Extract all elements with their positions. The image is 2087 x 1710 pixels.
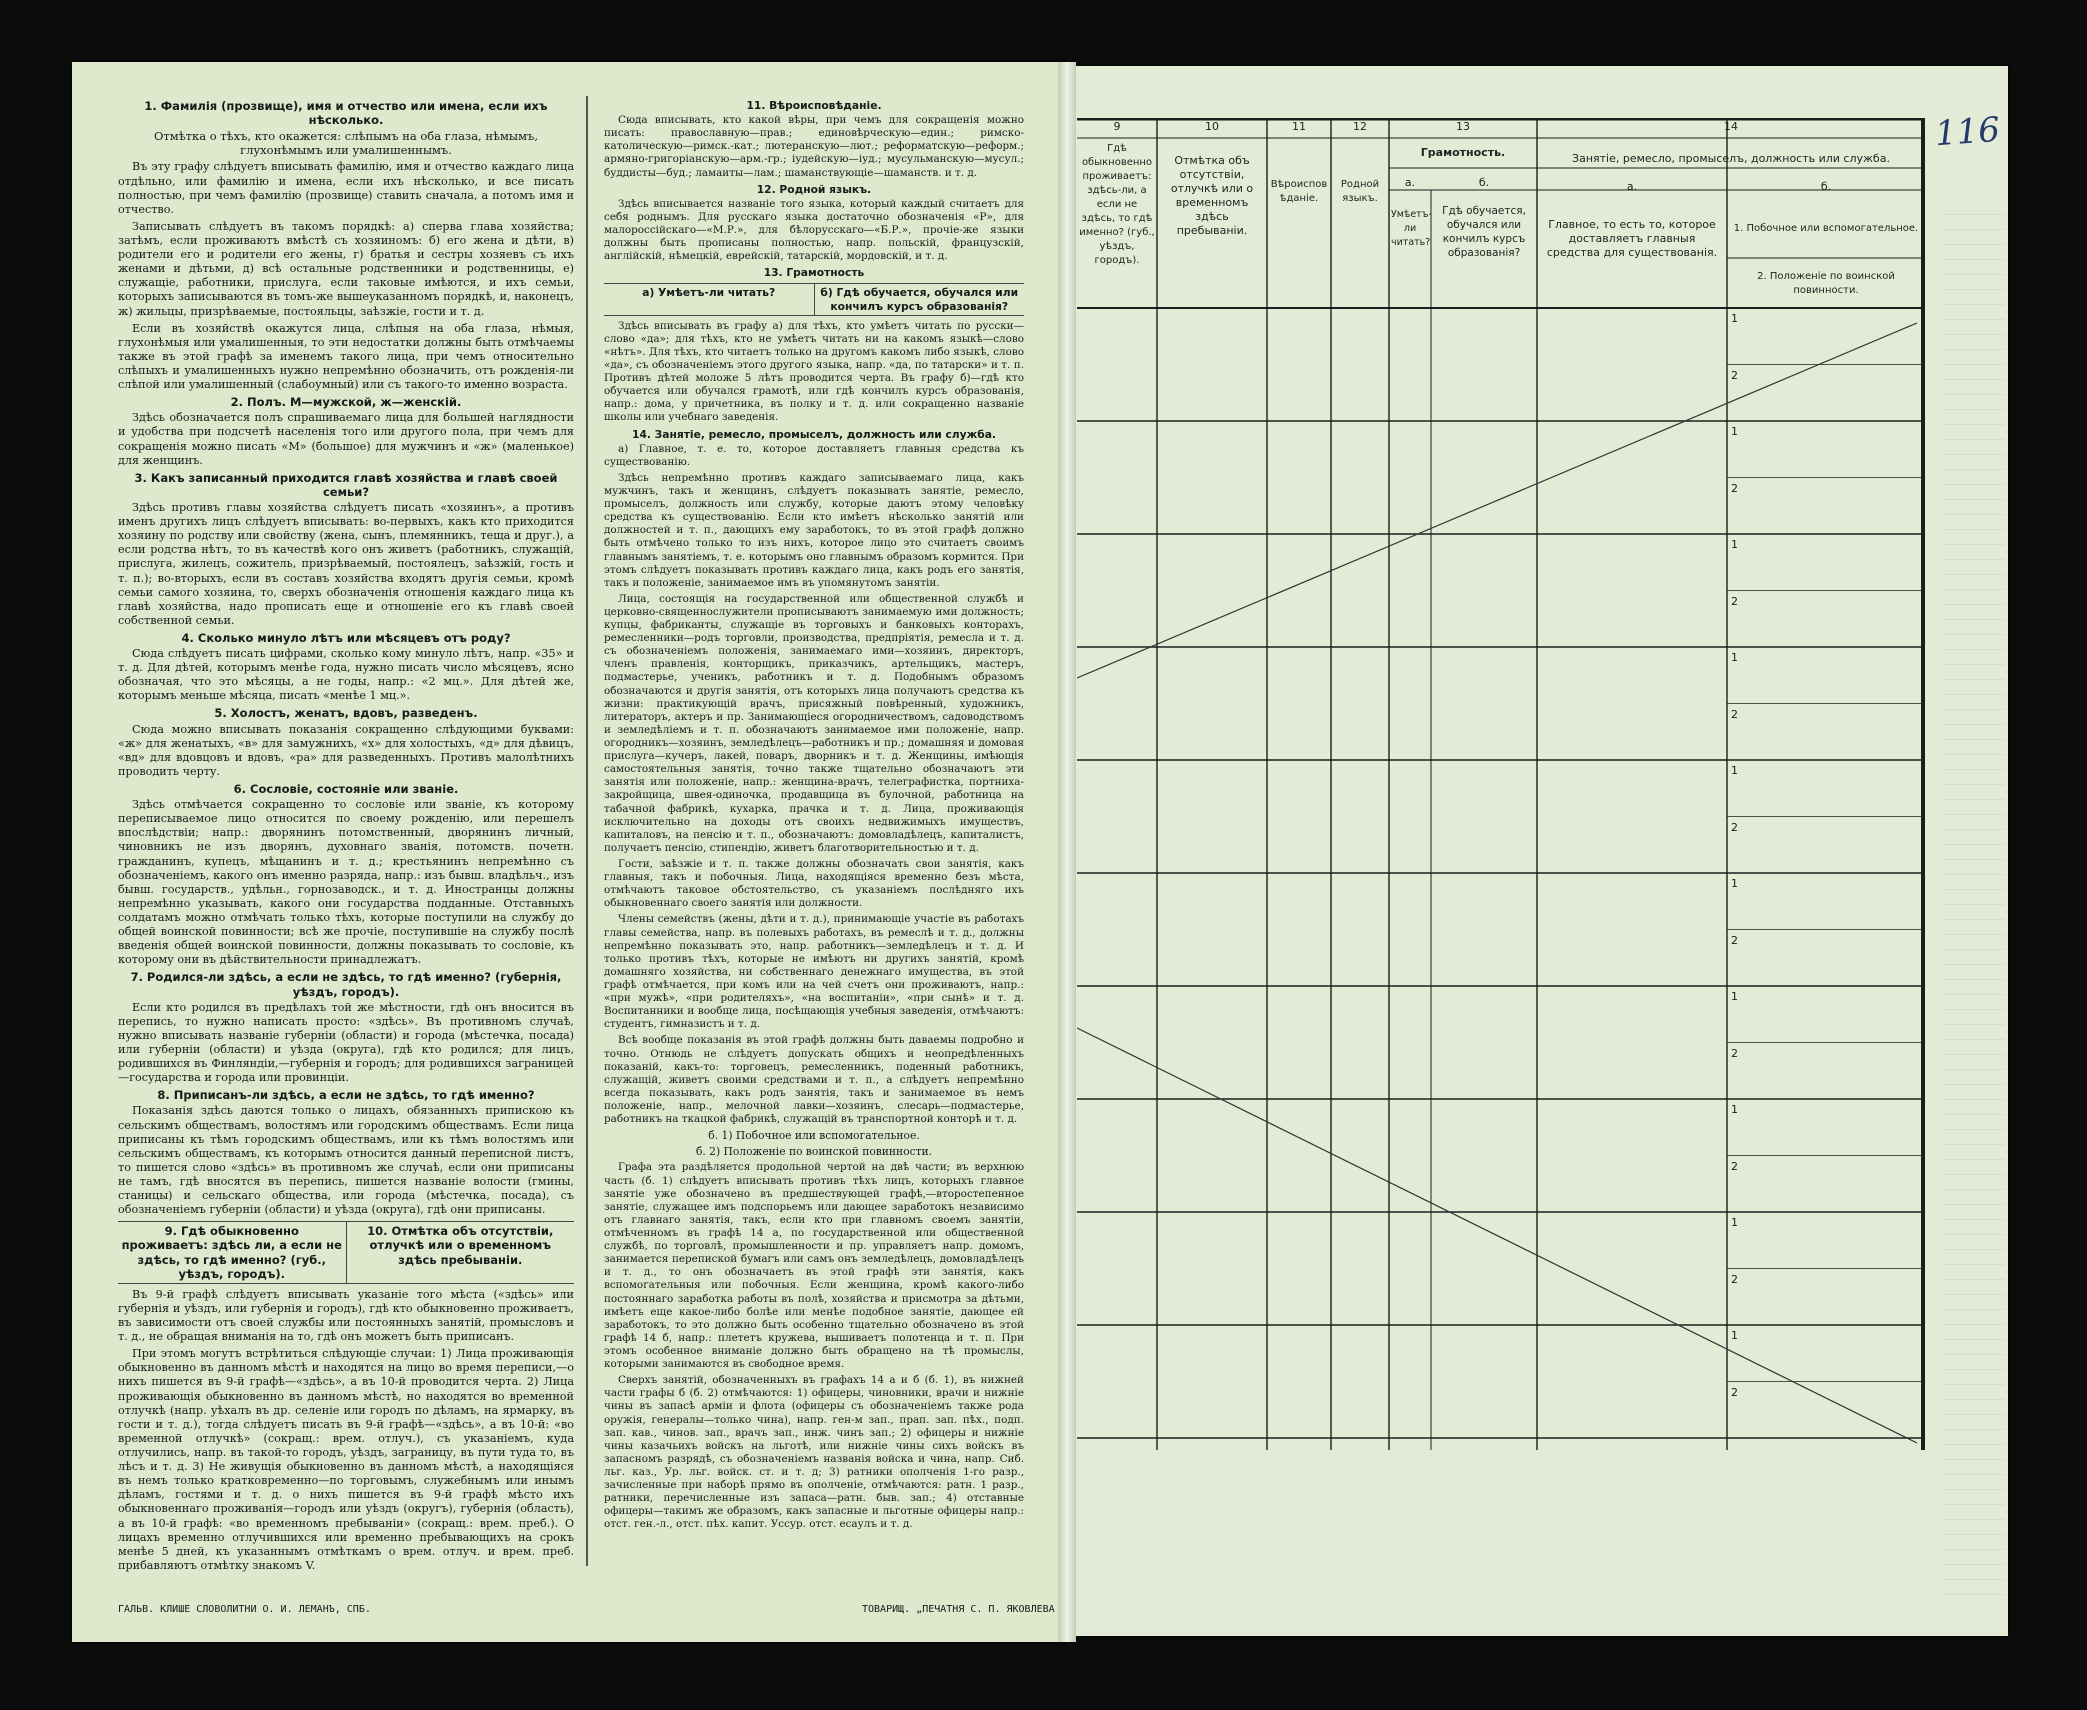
- paragraph: Сюда вписывать, кто какой вѣры, при чемъ для сокращенія можно писать: православную—прав.; единовѣрческую—един.; римско-католическую—римск.-кат.; лютеранскую—лют.; реформатскую—реформ.; армяно-григоріанскую—арм.-гр.; іудейскую—іуд.; мусульманскую—мусул.; буддисты—буд.; ламаиты—лам.; шаманствующіе—шаманств. и т. д.: [604, 114, 1024, 179]
- paragraph: Записывать слѣдуетъ въ такомъ порядкѣ: а) сперва глава хозяйства; затѣмъ, если проживаютъ вмѣстѣ съ хозяиномъ: б) его жена и дѣти, в) родители его и родители его жены, г) братья и сестры хозяевъ съ ихъ женами и дѣтьми, д) всѣ остальные родственники и родственницы, е) служащіе, работники, прислуга, если таковые имѣются, и ихъ семьи, которыхъ записываются въ томъ-же вышеуказанномъ порядкѣ, и, наконецъ, ж) жильцы, призрѣваемые, постояльцы, заѣзжіе, гости и т. д.: [118, 219, 574, 318]
- paragraph: Всѣ вообще показанія въ этой графѣ должны быть даваемы подробно и точно. Отнюдь не слѣдуетъ допускать общихъ и неопредѣленныхъ показаній, какъ-то: торговецъ, ремесленникъ, поденный работникъ, служащій, живетъ своими средствами и т. п., а слѣдуетъ непремѣнно всегда показывать, какъ родъ занятія, такъ и занимаемое въ немъ положеніе, напр., мелочной лавки—хозяинъ, слесарь—подмастерье, работникъ на ткацкой фабрикѣ, служащій въ транспортной конторѣ и т. д.: [604, 1034, 1024, 1126]
- census-table: [1077, 118, 1925, 1498]
- row-mark-1: 1: [1731, 990, 1738, 1003]
- section-heading-pair: [604, 283, 1024, 315]
- header-military-status: 2. Положеніе по воинской повинности.: [1757, 271, 1895, 296]
- printer-footer-right: ТОВАРИЩ. „ПЕЧАТНЯ С. П. ЯКОВЛЕВА: [862, 1604, 1055, 1615]
- row-mark-2: 2: [1731, 820, 1738, 834]
- col-number-11: 11: [1292, 120, 1306, 133]
- paragraph: Члены семействъ (жены, дѣти и т. д.), принимающіе участіе въ работахъ главы семейства, напр. въ полевыхъ работахъ, въ ремеслѣ и т. д., должны непремѣнно показывать это, напр. работникъ—земледѣлецъ и т. д. И только противъ тѣхъ, которые не имѣютъ ни другихъ занятій, кромѣ домашняго хозяйства, ни собственнаго денежнаго имущества, въ этой графѣ отмѣчается, при комъ или на чей счетъ они проживаютъ, напр.: «при мужѣ», «при родителяхъ», «на воспитаніи», «при сынѣ» и т. д. Воспитанники и вообще лица, посѣщающія учебныя заведенія, отмѣчаютъ: студентъ, гимназистъ и т. д.: [604, 913, 1024, 1031]
- section-heading: 4. Сколько минуло лѣтъ или мѣсяцевъ отъ роду?: [181, 630, 511, 645]
- header-education: Гдѣ обучается, обучался или кончилъ курсъ образованія?: [1442, 205, 1526, 259]
- header-religion: Вѣроисповѣданіе.: [1270, 179, 1328, 204]
- row-mark-2: 2: [1731, 594, 1738, 608]
- section-heading: 2. Полъ. М—мужской, ж—женскій.: [230, 395, 462, 410]
- row-mark-1: 1: [1731, 877, 1738, 890]
- section-heading: 1. Фамилія (прозвище), имя и отчество или имена, если ихъ нѣсколько.: [144, 99, 548, 128]
- row-mark-2: 2: [1731, 368, 1738, 382]
- paragraph: Если въ хозяйствѣ окажутся лица, слѣпыя на оба глаза, нѣмыя, глухонѣмыя или умалишенныя, то эти недостатки должны быть отмѣчаемы также въ этой графѣ за именемъ такого лица, при чемъ относительно слѣпыхъ и умалишенныхъ нужно непремѣнно обозначить, отъ рожденія-ли слѣпой или умалишенный (слабоумный) или съ такого-то именно возраста.: [118, 321, 574, 392]
- section-heading: 11. Вѣроисповѣданіе.: [746, 99, 882, 112]
- header-occupation-b-letter: б.: [1820, 180, 1832, 193]
- paragraph: Здѣсь вписывать въ графу а) для тѣхъ, кто умѣетъ читать по русски—слово «да»; для тѣхъ, кто не умѣетъ читать ни на какомъ языкѣ—слово «нѣтъ». Для тѣхъ, кто читаетъ только на другомъ какомъ либо языкѣ, слово «да», съ обозначеніемъ этого другого языка, напр. «да, по татарски» и т. п. Противъ дѣтей моложе 5 лѣтъ проводится черта. Въ графу б)—гдѣ кто обучается или обучался грамотѣ, или гдѣ кончилъ курсъ образованія, напр.: дома, у причетника, въ полку и т. д. или сокращенно названіе школы или учебнаго заведенія.: [604, 319, 1024, 424]
- col-number-9: 9: [1113, 120, 1121, 133]
- page-spine: [1058, 62, 1076, 1642]
- section-heading: 8. Приписанъ-ли здѣсь, а если не здѣсь, то гдѣ именно?: [157, 1088, 535, 1103]
- section-heading: 14. Занятіе, ремесло, промыселъ, должность или служба.: [632, 427, 996, 441]
- handwritten-page-number: 116: [1933, 109, 2002, 155]
- paragraph: Гости, заѣзжіе и т. п. также должны обозначать свои занятія, какъ главныя, такъ и побочныя. Лица, находящіяся временно безъ мѣста, отмѣчаютъ таковое обстоятельство, съ указаніемъ послѣдняго ихъ обыкновеннаго своего занятія или должности.: [604, 858, 1024, 910]
- header-main-occupation: Главное, то есть то, которое доставляетъ главныя средства для существованія.: [1546, 218, 1718, 259]
- row-mark-1: 1: [1731, 764, 1738, 777]
- paragraph: Графа эта раздѣляется продольной чертой на двѣ части; въ верхнюю часть (б. 1) слѣдуетъ вписывать противъ тѣхъ лицъ, которыхъ главное занятіе уже обозначено въ предшествующей графѣ,—второстепенное занятіе, служащее имъ подспорьемъ или дающее заработокъ независимо отъ главнаго занятія, такъ, если кто при главномъ своемъ занятіи, отмѣченномъ въ графѣ 14 а, по государственной или общественной службѣ, по торговлѣ, промышленности и пр. управляетъ напр. домомъ, занимается перепиской бумагъ или самъ онъ земледѣлецъ, домовладѣлецъ и т. д., то онъ обозначаетъ въ этой графѣ эти занятія, какъ вспомогательныя или побочныя. Если женщина, кромѣ какого-либо постояннаго заработка работы въ полѣ, хозяйства и присмотра за дѣтьми, имѣетъ еще какое-либо болѣе или менѣе подобное занятіе, дающее ей заработокъ, то это должно быть особенно тщательно обозначено въ этой графѣ 14 б, напр.: плететъ кружева, вышиваетъ полотенца и т. п. При этомъ особенное вниманіе должно быть обращено на тѣ промыслы, которыми занимаются въ свободное время.: [604, 1161, 1024, 1371]
- cancellation-stroke: [1077, 323, 1917, 678]
- instructions-column-2: [604, 96, 1024, 1534]
- section-heading: а) Умѣетъ-ли читать?: [604, 284, 815, 314]
- section-heading: 12. Родной языкъ.: [756, 182, 872, 196]
- header-secondary-occupation: 1. Побочное или вспомогательное.: [1733, 223, 1919, 234]
- row-mark-1: 1: [1731, 651, 1738, 664]
- col-number-10: 10: [1205, 120, 1219, 133]
- paragraph: Лица, состоящія на государственной или общественной службѣ и церковно-священнослужители прописываютъ занимаемую ими должность; купцы, фабриканты, служащіе въ торговыхъ и банковыхъ конторахъ, ремесленники—родъ торговли, производства, предпріятія, ремесла и т. д. съ обозначеніемъ положенія, занимаемаго ими—хозяинъ, директоръ, членъ правленія, конторщикъ, приказчикъ, артельщикъ, мастеръ, подмастерье, ученикъ, работникъ и т. д. Подобнымъ образомъ обозначаются и другія занятія, отъ которыхъ лица получаютъ средства къ жизни: практикующій врачъ, присяжный повѣренный, художникъ, литераторъ, актеръ и пр. Занимающіеся огородничествомъ, садоводствомъ и земледѣліемъ и т. п. обозначаютъ занимаемое ими положеніе, напр. огородникъ—хозяинъ, земледѣлецъ—работникъ и пр.; домашняя и домовая прислуга—кучеръ, лакей, поваръ, дворникъ и т. д. Женщины, имѣющія самостоятельныя занятія, точно также тщательно обозначаютъ эти занятія или положеніе, напр.: женщина-врачъ, телеграфистка, портниха-закройщица, швея-одиночка, продавщица въ булочной, работница на табачной фабрикѣ, кухарка, прачка и т. д. Лица, проживающія исключительно на доходы отъ своихъ недвижимыхъ имуществъ, капиталовъ, на пенсію и т. п., обозначаютъ: домовладѣлецъ, капиталистъ, получаетъ пенсію, стипендію, живетъ благотворительностью и т. д.: [604, 592, 1024, 854]
- instructions-column-1: [118, 96, 574, 1576]
- col-number-14: 14: [1724, 120, 1738, 133]
- header-literacy-b-letter: б.: [1478, 176, 1490, 189]
- paragraph: Здѣсь обозначается полъ спрашиваемаго лица для большей наглядности и удобства при подсчетѣ населенія того или другого пола, при чемъ для сокращенія можно писать «М» (большое) для мужчинъ и «ж» (маленькое) для женщинъ.: [118, 411, 574, 467]
- section-heading: 7. Родился-ли здѣсь, а если не здѣсь, то гдѣ именно? (губернія, уѣздъ, городъ).: [130, 970, 562, 999]
- row-mark-2: 2: [1731, 707, 1738, 721]
- paragraph: Въ эту графу слѣдуетъ вписывать фамилію, имя и отчество каждаго лица отдѣльно, или фамилію и имена, если ихъ нѣсколько, и все писать полностью, при чемъ фамилію (прозвище) ставить сначала, а потомъ имя и отчество.: [118, 160, 574, 216]
- row-mark-1: 1: [1731, 312, 1738, 325]
- paragraph: Сюда слѣдуетъ писать цифрами, сколько кому минуло лѣтъ, напр. «35» и т. д. Для дѣтей, которымъ менѣе года, нужно писать число мѣсяцевъ, ясно обозначая, что это мѣсяцы, а не годы, напр.: «2 мц.». Для дѣтей же, которымъ меньше мѣсяца, писать «менѣе 1 мц.».: [118, 647, 574, 703]
- column-divider: [586, 96, 588, 1566]
- paragraph: Здѣсь отмѣчается сокращенно то сословіе или званіе, къ которому переписываемое лицо относится по своему рожденію, или перешелъ впослѣдствіи; напр.: дворянинъ потомственный, дворянинъ личный, чиновникъ не изъ дворянъ, духовнаго званія, потомств. почетн. гражданинъ, купецъ, мѣщанинъ и т. д.; крестьянинъ непремѣнно съ обозначеніемъ, какого онъ именно разряда, напр.: изъ бывш. владѣльч., изъ бывш. государств., удѣльн., горнозаводск., и т. д. Иностранцы должны непремѣнно указывать, какого они государства подданные. Отставныхъ солдатамъ можно отмѣчать только тѣхъ, которые поступили на службу до общей воинской повинности; всѣ же прочіе, поступившіе на службу послѣ введенія общей воинской повинности, должны показывать то сословіе, къ которому они въ дѣйствительности принадлежатъ.: [118, 798, 574, 967]
- right-margin-bleedthrough: [1944, 200, 2004, 1600]
- header-literacy: Грамотность.: [1420, 146, 1506, 159]
- section-heading-pair: [118, 1221, 574, 1283]
- section-heading: 5. Холостъ, женатъ, вдовъ, разведенъ.: [214, 706, 478, 721]
- row-mark-2: 2: [1731, 1046, 1738, 1060]
- paragraph: Сверхъ занятій, обозначенныхъ въ графахъ 14 а и б (б. 1), въ нижней части графы б (б. 2) отмѣчаются: 1) офицеры, чиновники, врачи и нижніе чины въ запасѣ арміи и флота (офицеры съ обозначеніемъ также рода оружія, генералы—только чина), напр. ген-м зап., прап. зап. пѣх., подп. зап. кав., чинов. зап., врачъ зап., инж. чинъ зап.; 2) офицеры и нижніе чины казачьихъ войскъ на льготѣ, или нижніе чины сихъ войскъ въ запасномъ разрядѣ, съ обозначеніемъ названія войска и чина, напр. Сиб. льг. каз., Ур. льг. войск. ст. и т. д; 3) ратники ополченія 1-го разр., зачисленные при наборѣ прямо въ ополченіе, отмѣчаются: ратн. 1 разр., ратники, перечисленные изъ запаса—ратн. быв. зап.; 4) отставные офицеры—такимъ же образомъ, какъ запасные и льготные офицеры напр.: отст. ген.-л., отст. пѣх. капит. Уссур. отст. есаулъ и т. д.: [604, 1374, 1024, 1531]
- section-note: б. 1) Побочное или вспомогательное.: [708, 1129, 920, 1143]
- row-mark-1: 1: [1731, 425, 1738, 438]
- paragraph: Если кто родился въ предѣлахъ той же мѣстности, гдѣ онъ вносится въ перепись, то нужно написать просто: «здѣсь». Въ противномъ случаѣ, нужно вписывать названіе губерніи (области) и города (мѣстечка, посада) или губерніи (области) и уѣзда (округа), гдѣ кто родился; для лицъ, родившихся въ Финляндіи,—губернія и городъ; для родившихся заграницей—государства и города или провинціи.: [118, 1000, 574, 1085]
- section-note: б. 2) Положеніе по воинской повинности.: [695, 1145, 933, 1159]
- cancellation-stroke: [1077, 1028, 1917, 1443]
- row-mark-1: 1: [1731, 1103, 1738, 1116]
- section-heading: 9. Гдѣ обыкновенно проживаетъ: здѣсь ли, а если не здѣсь, то гдѣ именно? (губ., уѣздъ, городъ).: [118, 1222, 347, 1282]
- header-native-language: Родной языкъ.: [1340, 179, 1380, 204]
- row-mark-1: 1: [1731, 538, 1738, 551]
- row-mark-2: 2: [1731, 1272, 1738, 1286]
- paragraph: Здѣсь непремѣнно противъ каждаго записываемаго лица, какъ мужчинъ, такъ и женщинъ, слѣдуетъ показывать занятіе, ремесло, промыселъ, должность или службу, которые даютъ этому человѣку средства къ существованію. Если кто имѣетъ нѣсколько занятій или должностей и т. п., дающихъ ему заработокъ, то въ этой графѣ должно быть отмѣчено только то изъ нихъ, которое лицо это считаетъ своимъ главнымъ занятіемъ, т. е. которымъ оно главнымъ образомъ кормится. При этомъ слѣдуетъ показывать противъ каждаго лица, какъ родъ его занятія, такъ и положеніе, занимаемое имъ въ упомянутомъ занятіи.: [604, 471, 1024, 589]
- header-absence: Отмѣтка объ отсутствіи, отлучкѣ или о временномъ здѣсь пребываніи.: [1170, 154, 1254, 237]
- row-mark-1: 1: [1731, 1216, 1738, 1229]
- row-mark-2: 2: [1731, 1385, 1738, 1399]
- section-heading: 3. Какъ записанный приходится главѣ хозяйства и главѣ своей семьи?: [134, 470, 558, 499]
- paragraph: Здѣсь вписывается названіе того языка, который каждый считаетъ для себя роднымъ. Для русскаго языка достаточно обозначенія «Р», для малороссійскаго—«М.Р.», для бѣлорусскаго—«Б.Р.», прочіе-же языки должны быть прописаны полностью, напр. польскій, французскій, англійскій, нѣмецкій, еврейскій, татарскій, мордовскій, и т. д.: [604, 197, 1024, 263]
- header-residence: Гдѣ обыкновенно проживаетъ: здѣсь-ли, а если не здѣсь, то гдѣ именно? (губ., уѣздъ, городъ).: [1079, 143, 1155, 266]
- row-mark-1: 1: [1731, 1329, 1738, 1342]
- header-occupation: Занятіе, ремесло, промыселъ, должность или служба.: [1572, 152, 1890, 165]
- census-table-grid: [1077, 118, 1925, 1498]
- paragraph: Въ 9-й графѣ слѣдуетъ вписывать указаніе того мѣста («здѣсь» или губернія и уѣздъ, или губернія и городъ), гдѣ кто обыкновенно проживаетъ, въ зависимости отъ своей службы или постоянныхъ занятій, промысловъ и т. д., не обращая вниманія на то, гдѣ онъ можетъ быть приписанъ.: [118, 1287, 574, 1344]
- section-heading: б) Гдѣ обучается, обучался или кончилъ курсъ образованія?: [820, 286, 1019, 313]
- section-heading: 13. Грамотность: [763, 266, 865, 280]
- paragraph: При этомъ могутъ встрѣтиться слѣдующіе случаи: 1) Лица проживающія обыкновенно въ данномъ мѣстѣ и находятся на лицо во время переписи,—о нихъ пишется въ 9-й графѣ—«здѣсь», а въ 10-й проводится черта. 2) Лица проживающія обыкновенно въ данномъ мѣстѣ, но находятся во временной отлучкѣ (напр. уѣхалъ въ др. селеніе или городъ по дѣламъ, на ярмарку, въ гости и т. д.), тогда слѣдуетъ писать въ 9-й графѣ—«здѣсь», а въ 10-й: «во временной отлучкѣ» (сокращ.: врем. отлуч.), съ указаніемъ, куда отлучились, напр. въ такой-то городъ, уѣздъ, заграницу, въ пути туда то, въ лѣсъ и т. д. 3) Не живущія обыкновенно въ данномъ мѣстѣ, а находящіяся въ немъ только кратковременно—по торговымъ, служебнымъ или инымъ дѣламъ, гостями и т. д. о нихъ пишется въ 9-й графѣ мѣсто ихъ обыкновеннаго проживанія—городъ или уѣздъ (округъ), губернія (область), а въ 10-й графѣ: «во временномъ пребываніи» (сокращ.: врем. преб.). О лицахъ временно отлучившихся или временно пребывающихъ на срокъ менѣе 5 дней, къ указаннымъ отмѣткамъ о врем. отлуч. и врем. преб. прибавляютъ отмѣтку знакомъ V.: [118, 1347, 574, 1572]
- header-literacy-a-letter: а.: [1404, 176, 1416, 189]
- col-number-12: 12: [1353, 120, 1367, 133]
- paragraph: Показанія здѣсь даются только о лицахъ, обязанныхъ припискою къ сельскимъ обществамъ, волостямъ или городскимъ обществамъ. Если лица приписаны къ тѣмъ городскимъ обществамъ, или къ тѣмъ волостямъ или сельскимъ обществамъ, къ которымъ относится данный переписной листъ, то пишется слово «здѣсь» въ противномъ же случаѣ, если они приписаны не тамъ, гдѣ вносятся въ перепись, пишется названіе волости (гмины, станицы) и сельскаго общества, или города (мѣстечка, посада), съ обозначеніемъ губерніи (области) и уѣзда (округа), гдѣ они приписаны.: [118, 1104, 574, 1217]
- row-mark-2: 2: [1731, 481, 1738, 495]
- header-can-read: Умѣетъ-ли читать?: [1391, 209, 1432, 248]
- header-occupation-a-letter: а.: [1626, 180, 1638, 193]
- section-heading: 6. Сословіе, состояніе или званіе.: [233, 782, 459, 797]
- paragraph: Здѣсь противъ главы хозяйства слѣдуетъ писать «хозяинъ», а противъ именъ другихъ лицъ слѣдуетъ вписывать: во-первыхъ, какъ кто приходится хозяину по родству или свойству (жена, сынъ, племянникъ, теща и друг.), а если родства нѣтъ, то въ качествѣ кого онъ живетъ (работникъ, служащій, прислуга, жилецъ, сожитель, призрѣваемый, постоялецъ, заѣзжій, гость и т. п.); во-вторыхъ, если въ составъ хозяйства входятъ другія семьи, кромѣ семьи самого хозяина, то, сверхъ обозначенія отношенія каждаго лица къ главѣ хозяйства, надо прописать еще и отношеніе его къ главѣ своей собственной семьи.: [118, 500, 574, 627]
- paragraph: а) Главное, т. е. то, которое доставляетъ главныя средства къ существованію.: [604, 442, 1024, 468]
- section-heading: 10. Отмѣтка объ отсутствіи, отлучкѣ или о временномъ здѣсь пребываніи.: [367, 1224, 554, 1267]
- row-mark-2: 2: [1731, 1159, 1738, 1173]
- printer-footer-left: ГАЛЬВ. КЛИШЕ СЛОВОЛИТНИ О. И. ЛЕМАНЪ, СПБ.: [118, 1604, 371, 1615]
- col-number-13: 13: [1456, 120, 1470, 133]
- section-note: Отмѣтка о тѣхъ, кто окажется: слѣпымъ на оба глаза, нѣмымъ, глухонѣмымъ или умалишеннымъ.: [154, 129, 538, 158]
- paragraph: Сюда можно вписывать показанія сокращенно слѣдующими буквами: «ж» для женатыхъ, «в» для замужнихъ, «х» для холостыхъ, «д» для дѣвицъ, «вд» для вдовцовъ и вдовъ, «ра» для разведенныхъ. Противъ малолѣтнихъ проводить черту.: [118, 722, 574, 778]
- row-mark-2: 2: [1731, 933, 1738, 947]
